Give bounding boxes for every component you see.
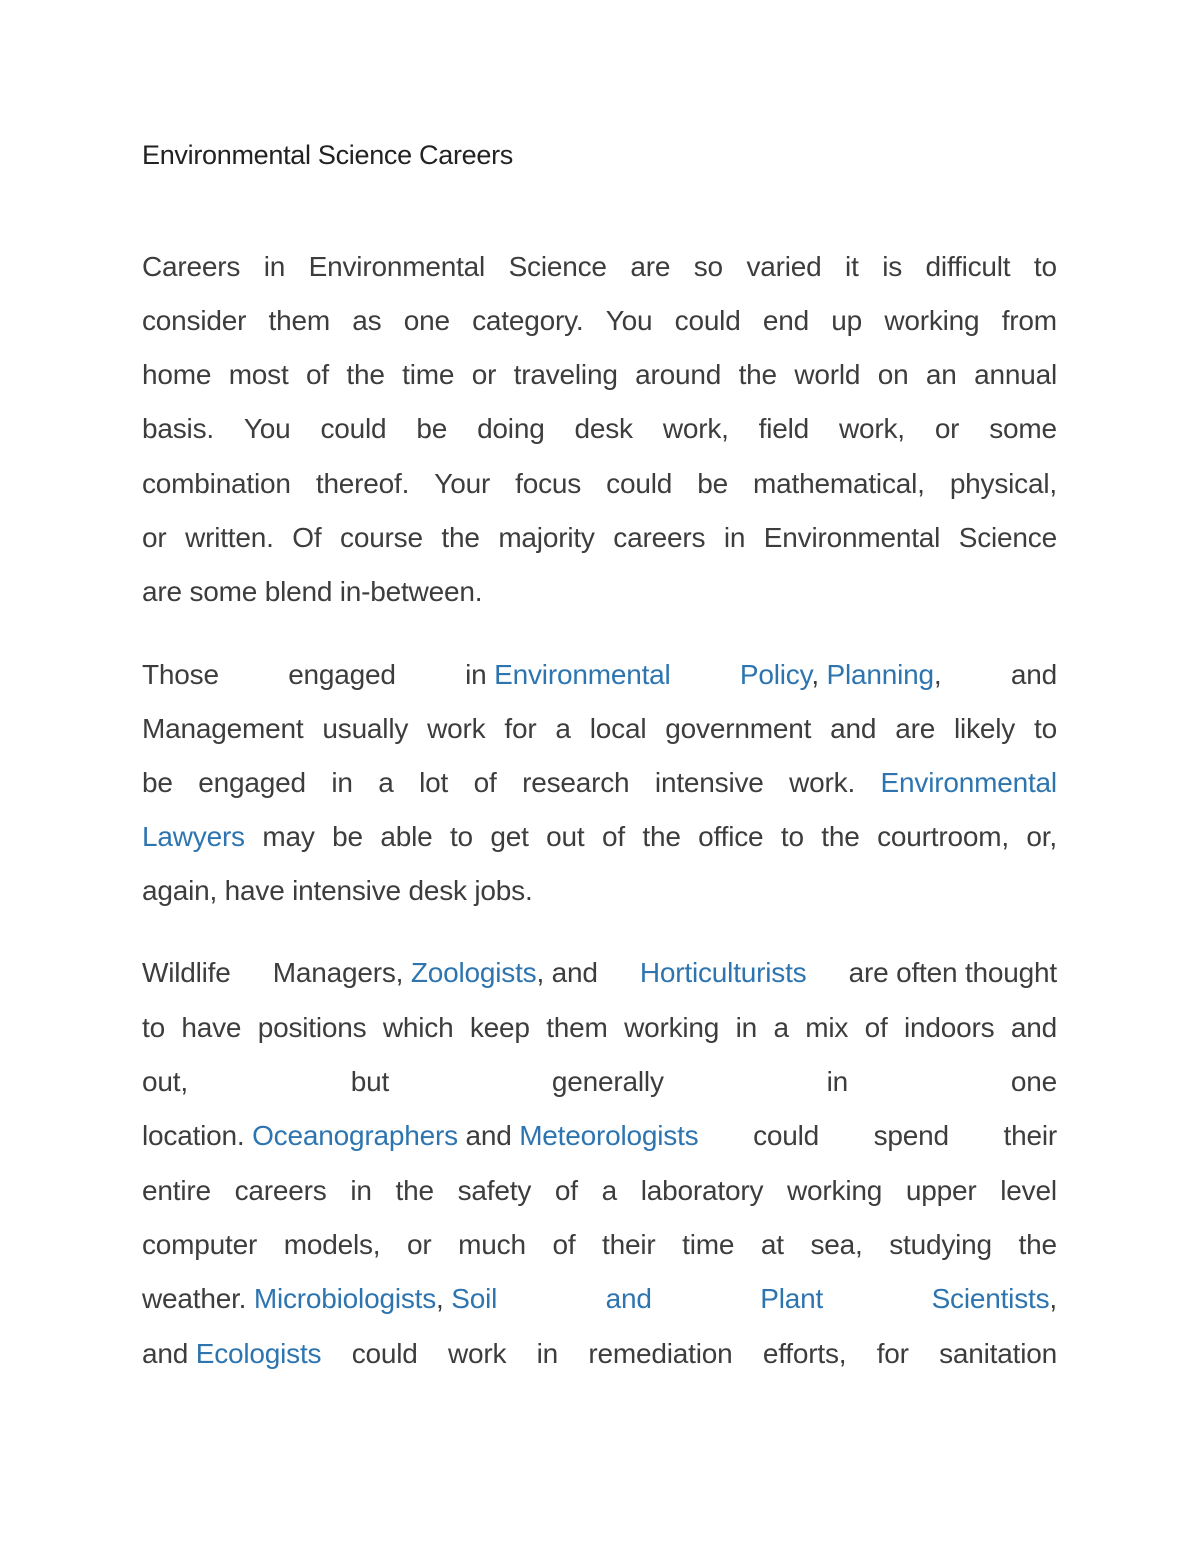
word: basis.	[142, 413, 214, 444]
p1-line-3	[142, 358, 1057, 392]
p3-word: spend	[873, 1120, 949, 1151]
word: Science	[508, 251, 607, 282]
p2-word: engaged	[288, 659, 396, 690]
word: level	[1000, 1175, 1057, 1206]
p3-word: could	[351, 1338, 418, 1369]
word: a	[601, 1175, 617, 1206]
p2-word-in-environmental	[465, 658, 670, 692]
p2-line-3	[142, 766, 1057, 800]
word: consider	[142, 305, 247, 336]
word: generally	[551, 1066, 664, 1097]
word: them	[268, 305, 330, 336]
p2-line-5	[142, 874, 1057, 908]
word: time	[682, 1229, 735, 1260]
word: be	[416, 413, 448, 444]
word: of	[552, 1229, 576, 1260]
link-microbiologists[interactable]: Microbiologists	[253, 1283, 437, 1314]
p3-word: sanitation	[939, 1338, 1057, 1369]
p3-word: in	[536, 1338, 559, 1369]
word: be	[697, 468, 728, 499]
p3-managers-zoologists	[273, 956, 598, 990]
word: could	[674, 305, 741, 336]
word: Your	[434, 468, 491, 499]
word: could	[320, 413, 387, 444]
word: varied	[746, 251, 822, 282]
word: the	[738, 359, 777, 390]
p3-line-6	[142, 1228, 1057, 1262]
word: a	[378, 767, 394, 798]
word: from	[1001, 305, 1057, 336]
p3-location-oceanographers	[142, 1119, 698, 1153]
word: government	[665, 713, 812, 744]
word: in	[723, 522, 746, 553]
p3-word: Wildlife	[142, 957, 231, 988]
word: office	[698, 821, 764, 852]
p2-line-4	[142, 820, 1057, 854]
word: courtroom,	[877, 821, 1009, 852]
word: at	[760, 1229, 784, 1260]
document-title: Environmental Science Careers	[142, 140, 513, 170]
word: indoors	[903, 1012, 995, 1043]
word: field	[758, 413, 810, 444]
word: or	[934, 413, 960, 444]
p1-line-1	[142, 250, 1057, 284]
word: models,	[283, 1229, 381, 1260]
word: upper	[905, 1175, 977, 1206]
word: thereof.	[315, 468, 410, 499]
link-soil-and-plant-scientists-soil[interactable]: Soil	[451, 1283, 498, 1314]
word: their	[602, 1229, 656, 1260]
word: mathematical,	[753, 468, 925, 499]
word: often	[896, 957, 958, 988]
word: focus	[515, 468, 582, 499]
word: Management	[142, 713, 304, 744]
word: one	[1010, 1066, 1057, 1097]
word: usually	[322, 713, 409, 744]
p3-scientists	[932, 1282, 1057, 1316]
word: careers	[613, 522, 706, 553]
p3-comma: ,	[436, 1283, 444, 1314]
word: or	[407, 1229, 432, 1260]
p1-line-6	[142, 521, 1057, 555]
p2-comma: ,	[811, 659, 819, 690]
link-soil-and-plant-scientists-scientists[interactable]: Scientists	[931, 1283, 1050, 1314]
p3-word: remediation	[588, 1338, 733, 1369]
p3-comma: ,	[1049, 1283, 1057, 1314]
p2-line-1	[142, 658, 1057, 692]
p3-word: for	[876, 1338, 909, 1369]
word: careers	[234, 1175, 327, 1206]
word: in	[735, 1012, 758, 1043]
word: to	[142, 1012, 165, 1043]
word: safety	[457, 1175, 532, 1206]
word: the	[1018, 1229, 1057, 1260]
p3-weather-microbiologists	[142, 1282, 497, 1316]
p3-line-3	[142, 1065, 1057, 1099]
p2-word: in	[465, 659, 487, 690]
link-soil-and-plant-scientists-plant[interactable]: Plant	[760, 1283, 824, 1314]
link-meteorologists[interactable]: Meteorologists	[519, 1120, 699, 1151]
word: Careers	[142, 251, 241, 282]
word: which	[382, 1012, 454, 1043]
link-ecologists[interactable]: Ecologists	[195, 1338, 322, 1369]
word: out	[546, 821, 585, 852]
word: course	[340, 522, 423, 553]
word: combination	[142, 468, 291, 499]
word: are	[848, 957, 889, 988]
word: working	[884, 305, 980, 336]
p1-line-7	[142, 575, 1057, 609]
word: much	[458, 1229, 526, 1260]
p3-word: could	[753, 1120, 820, 1151]
word: to	[780, 821, 804, 852]
word: get	[490, 821, 529, 852]
word: traveling	[513, 359, 618, 390]
word: work,	[838, 413, 905, 444]
word: home	[142, 359, 212, 390]
p2-line-5-text: again, have intensive desk jobs.	[142, 875, 533, 906]
word: world	[794, 359, 861, 390]
word: entire	[142, 1175, 211, 1206]
p2-word: and	[1010, 659, 1057, 690]
word: desk	[574, 413, 633, 444]
p2-word: Those	[142, 659, 219, 690]
word: be	[142, 767, 173, 798]
link-environmental-lawyers-part1[interactable]: Environmental	[880, 767, 1057, 798]
word: be	[332, 821, 363, 852]
word: and	[1010, 1012, 1057, 1043]
link-zoologists[interactable]: Zoologists	[410, 957, 537, 988]
word: or	[142, 522, 167, 553]
p1-line-7-text: are some blend in-between.	[142, 576, 483, 607]
word: a	[555, 713, 571, 744]
word: likely	[954, 713, 1016, 744]
word: Environmental	[308, 251, 486, 282]
word: the	[395, 1175, 434, 1206]
p2-line-2	[142, 712, 1057, 746]
p3-line-7	[142, 1282, 1057, 1316]
p3-word: and	[465, 1120, 512, 1151]
word: the	[821, 821, 860, 852]
word: difficult	[925, 251, 1011, 282]
word: of	[306, 359, 329, 390]
word: some	[989, 413, 1057, 444]
word: in	[350, 1175, 372, 1206]
p3-line-1	[142, 956, 1057, 990]
word: on	[877, 359, 909, 390]
word: sea,	[810, 1229, 863, 1260]
word: category.	[472, 305, 584, 336]
word: computer	[142, 1229, 258, 1260]
p3-word: their	[1003, 1120, 1057, 1151]
word: to	[449, 821, 473, 852]
p2-policy-planning	[740, 658, 942, 692]
word: Science	[958, 522, 1057, 553]
word: for	[504, 713, 537, 744]
word: thought	[964, 957, 1057, 988]
link-oceanographers[interactable]: Oceanographers	[252, 1120, 458, 1151]
p3-word: and	[142, 1338, 189, 1369]
word: work.	[789, 767, 856, 798]
p3-line-8	[142, 1337, 1057, 1371]
word: the	[642, 821, 681, 852]
p1-line-4	[142, 412, 1057, 446]
word: local	[589, 713, 647, 744]
link-soil-and-plant-scientists-and[interactable]: and	[605, 1283, 652, 1314]
p3-word: , and	[536, 957, 598, 988]
word: around	[635, 359, 722, 390]
word: the	[346, 359, 385, 390]
link-planning[interactable]: Planning	[826, 659, 934, 690]
link-environmental-policy-part1[interactable]: Environmental	[494, 659, 671, 690]
word: Of	[292, 522, 322, 553]
word: so	[693, 251, 723, 282]
p3-and-ecologists	[142, 1337, 321, 1371]
word: positions	[257, 1012, 367, 1043]
word: of	[473, 767, 497, 798]
word: but	[350, 1066, 390, 1097]
word: studying	[889, 1229, 992, 1260]
p3-word: Managers,	[272, 957, 404, 988]
word: end	[762, 305, 809, 336]
word: is	[882, 251, 903, 282]
word: or,	[1026, 821, 1057, 852]
word: in	[263, 251, 286, 282]
word: engaged	[198, 767, 306, 798]
word: lot	[419, 767, 449, 798]
word: to	[1034, 713, 1057, 744]
p3-line-1-tail	[849, 956, 1057, 990]
link-environmental-lawyers-part2[interactable]: Lawyers	[142, 821, 245, 852]
word: as	[352, 305, 382, 336]
link-horticulturists[interactable]: Horticulturists	[639, 957, 807, 988]
word: could	[606, 468, 673, 499]
word: work	[427, 713, 486, 744]
word: intensive	[654, 767, 764, 798]
word: majority	[498, 522, 595, 553]
p1-line-5	[142, 467, 1057, 501]
word: research	[522, 767, 630, 798]
word: of	[864, 1012, 888, 1043]
word: an	[925, 359, 957, 390]
word: time	[402, 359, 455, 390]
p3-word: weather.	[142, 1283, 247, 1314]
word: working	[624, 1012, 720, 1043]
word: out,	[142, 1066, 188, 1097]
word: and	[830, 713, 877, 744]
word: are	[895, 713, 936, 744]
p3-word: location.	[142, 1120, 245, 1151]
word: annual	[974, 359, 1057, 390]
word: mix	[805, 1012, 849, 1043]
word: work,	[662, 413, 729, 444]
word: most	[228, 359, 289, 390]
word: You	[605, 305, 653, 336]
p3-line-4	[142, 1119, 1057, 1153]
word: physical,	[949, 468, 1057, 499]
word: the	[441, 522, 480, 553]
word: may	[262, 821, 315, 852]
word: laboratory	[640, 1175, 764, 1206]
word: doing	[477, 413, 545, 444]
word: to	[1033, 251, 1057, 282]
word: written.	[185, 522, 274, 553]
p3-line-2	[142, 1011, 1057, 1045]
word: or	[471, 359, 497, 390]
word: have	[181, 1012, 242, 1043]
word: one	[403, 305, 450, 336]
word: in	[331, 767, 353, 798]
p3-word: work	[447, 1338, 507, 1369]
word: a	[773, 1012, 789, 1043]
word: of	[601, 821, 625, 852]
link-environmental-policy-part2[interactable]: Policy	[739, 659, 812, 690]
p3-line-5	[142, 1174, 1057, 1208]
word: it	[845, 251, 859, 282]
word: of	[554, 1175, 578, 1206]
word: up	[831, 305, 863, 336]
word: are	[630, 251, 671, 282]
word: able	[380, 821, 433, 852]
word: them	[546, 1012, 608, 1043]
word: working	[787, 1175, 883, 1206]
word: You	[243, 413, 291, 444]
p3-word: efforts,	[762, 1338, 847, 1369]
p2-comma: ,	[933, 659, 942, 690]
p1-line-2	[142, 304, 1057, 338]
word: keep	[469, 1012, 530, 1043]
word: Environmental	[763, 522, 941, 553]
word: in	[826, 1066, 848, 1097]
